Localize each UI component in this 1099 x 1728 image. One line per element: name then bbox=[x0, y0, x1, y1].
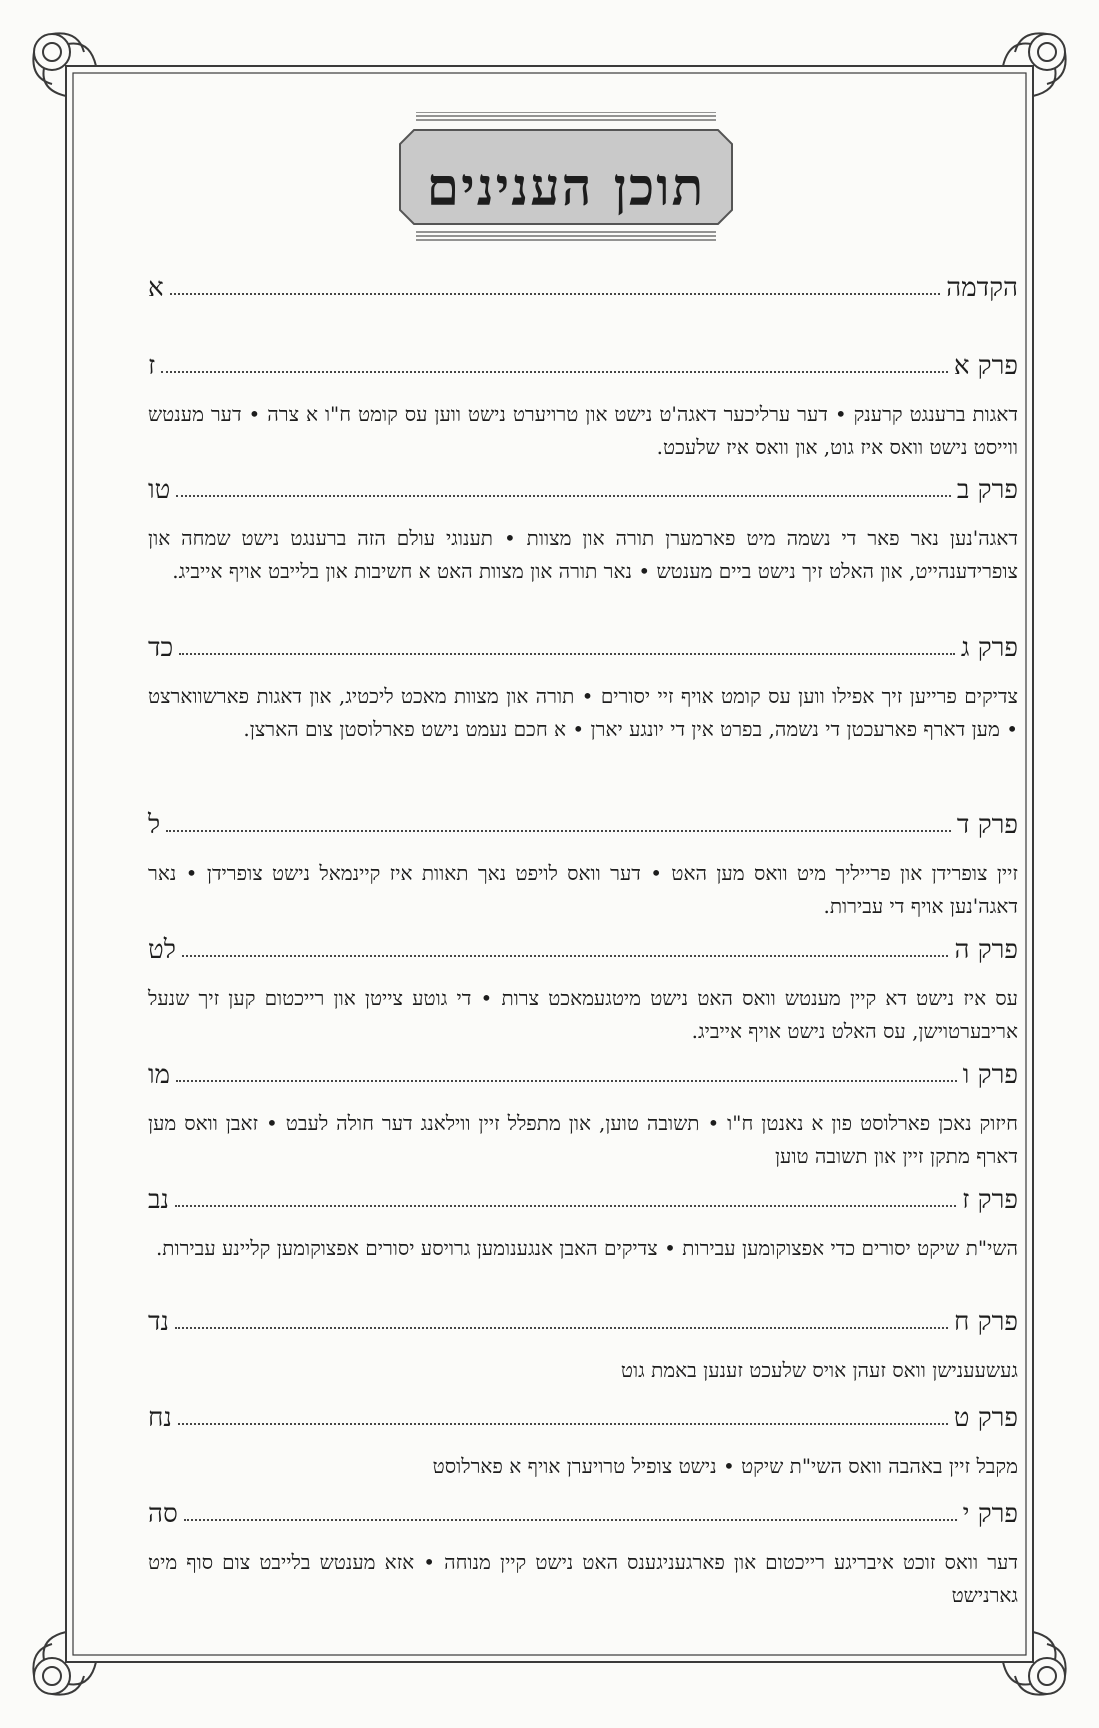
toc-leader-dots bbox=[176, 495, 951, 497]
toc-entry-line bbox=[148, 1398, 1018, 1438]
toc-leader-dots bbox=[170, 293, 940, 295]
toc-entry-title: פרק ד bbox=[956, 810, 1018, 840]
toc-entry-description: חיזוק נאכן פארלוסט פון א נאנטן ח"ו • תשובה טוען, און מתפלל זיין ווילאנג דער חולה לעבט • זאבן וואס מען דארף מתקן זיין און תשובה טוען bbox=[148, 1111, 1018, 1168]
toc-leader-dots bbox=[166, 830, 951, 832]
toc-leader-dots bbox=[179, 653, 955, 655]
toc-entry-title: פרק י bbox=[962, 1499, 1018, 1529]
toc-entry-line bbox=[148, 805, 1018, 845]
toc-entry bbox=[148, 1302, 1018, 1387]
toc-entry-page-number: טו bbox=[148, 475, 171, 505]
toc-entry-page-number: סה bbox=[148, 1499, 178, 1529]
toc-entry-description: דאגה'נען נאר פאר די נשמה מיט פארמערן תורה און מצוות • תענוגי עולם הזה ברענגט נישט שמחה און צופרידענהייט, און האלט זיך נישט ביים מענטש • נאר תורה און מצוות האט א חשיבות און בלייבט אויף אייביג. bbox=[148, 526, 1018, 583]
toc-entry-line bbox=[148, 930, 1018, 970]
page-title: תוכן הענינים bbox=[426, 157, 706, 218]
toc-entry-description: געשעענישן וואס זעהן אויס שלעכט זענען באמת גוט bbox=[620, 1358, 1018, 1382]
toc-entry-line bbox=[148, 346, 1018, 386]
toc-entry bbox=[148, 1055, 1018, 1173]
toc-entry bbox=[148, 805, 1018, 923]
toc-entry-page-number: נב bbox=[148, 1185, 169, 1215]
toc-entry bbox=[148, 268, 1018, 308]
toc-entry-title: פרק ב bbox=[956, 475, 1018, 505]
toc-entry-description: השי"ת שיקט יסורים כדי אפצוקומען עבירות • צדיקים האבן אנגענומען גרויסע יסורים אפצוקומען קליינע עבירות. bbox=[155, 1236, 1018, 1260]
toc-entry-page-number: כד bbox=[148, 633, 174, 663]
toc-entry-page-number: ז bbox=[148, 351, 156, 381]
toc-entry bbox=[148, 470, 1018, 588]
toc-entry-line bbox=[148, 268, 1018, 308]
toc-entry-line bbox=[148, 470, 1018, 510]
toc-leader-dots bbox=[184, 1519, 957, 1521]
toc-leader-dots bbox=[176, 1080, 957, 1082]
toc-entry-line bbox=[148, 1180, 1018, 1220]
toc-entry-line bbox=[148, 1055, 1018, 1095]
toc-entry bbox=[148, 346, 1018, 464]
corner-ornament-top-left bbox=[33, 33, 96, 96]
toc-entry-line bbox=[148, 628, 1018, 668]
title-banner bbox=[398, 112, 734, 252]
toc-entry-page-number: א bbox=[148, 273, 164, 303]
toc-entry-description: מקבל זיין באהבה וואס השי"ת שיקט • נישט צופיל טרויערן אויף א פארלוסט bbox=[432, 1454, 1018, 1478]
toc-entry-description: דער וואס זוכט איבריגע רייכטום און פארגעניגענס האט נישט קיין מנוחה • אזא מענטש בלייבט צום סוף מיט גארנישט bbox=[148, 1550, 1018, 1607]
toc-entry-line bbox=[148, 1494, 1018, 1534]
toc-entry-description: דאגות ברענגט קרענק • דער ערליכער דאגה'ט נישט און טרויערט נישט ווען עס קומט ח"ו א צרה • דער מענטש ווייסט נישט וואס איז גוט, און וואס איז שלעכט. bbox=[148, 402, 1018, 459]
toc-entry-title: פרק א bbox=[953, 351, 1018, 381]
toc-entry bbox=[148, 1398, 1018, 1483]
toc-leader-dots bbox=[182, 955, 948, 957]
toc-entry-description: צדיקים פרייען זיך אפילו ווען עס קומט אויף זיי יסורים • תורה און מצוות מאכט ליכטיג, און דאגות פארשווארצט • מען דארף פארעכטן די נשמה, בפרט אין די יונגע יארן • א חכם נעמט נישט פארלוסטן צום הארצן. bbox=[148, 684, 1018, 741]
toc-entry bbox=[148, 1180, 1018, 1265]
toc-entry bbox=[148, 930, 1018, 1048]
toc-leader-dots bbox=[161, 371, 948, 373]
toc-entry-page-number: לט bbox=[148, 935, 176, 965]
toc-entry-title: הקדמה bbox=[946, 273, 1018, 303]
toc-entry bbox=[148, 628, 1018, 746]
toc-entry-title: פרק ו bbox=[962, 1060, 1018, 1090]
toc-entry-title: פרק ג bbox=[960, 633, 1018, 663]
toc-entry-title: פרק ט bbox=[953, 1403, 1018, 1433]
corner-ornament-bottom-right bbox=[1003, 1632, 1066, 1695]
toc-entry bbox=[148, 1494, 1018, 1612]
toc-entry-title: פרק ז bbox=[962, 1185, 1018, 1215]
toc-entry-title: פרק ה bbox=[954, 935, 1018, 965]
toc-entry-page-number: ל bbox=[148, 810, 161, 840]
toc-entry-page-number: מו bbox=[148, 1060, 171, 1090]
toc-entry-line bbox=[148, 1302, 1018, 1342]
corner-ornament-bottom-left bbox=[33, 1632, 96, 1695]
toc-leader-dots bbox=[175, 1205, 956, 1207]
toc-entry-title: פרק ח bbox=[954, 1307, 1018, 1337]
toc-entry-description: זיין צופרידן און פרייליך מיט וואס מען האט • דער וואס לויפט נאך תאוות איז קיינמאל נישט צופרידן • נאר דאגה'נען אויף די עבירות. bbox=[148, 861, 1018, 918]
toc-entry-description: עס איז נישט דא קיין מענטש וואס האט נישט מיטגעמאכט צרות • די גוטע צייטן און רייכטום קען זיך שנעל אריבערטוישן, עס האלט נישט אויף אייביג. bbox=[148, 986, 1018, 1043]
toc-entry-page-number: נד bbox=[148, 1307, 169, 1337]
toc-entry-page-number: נח bbox=[148, 1403, 172, 1433]
corner-ornament-top-right bbox=[1003, 33, 1066, 96]
toc-leader-dots bbox=[175, 1327, 948, 1329]
toc-leader-dots bbox=[178, 1423, 948, 1425]
